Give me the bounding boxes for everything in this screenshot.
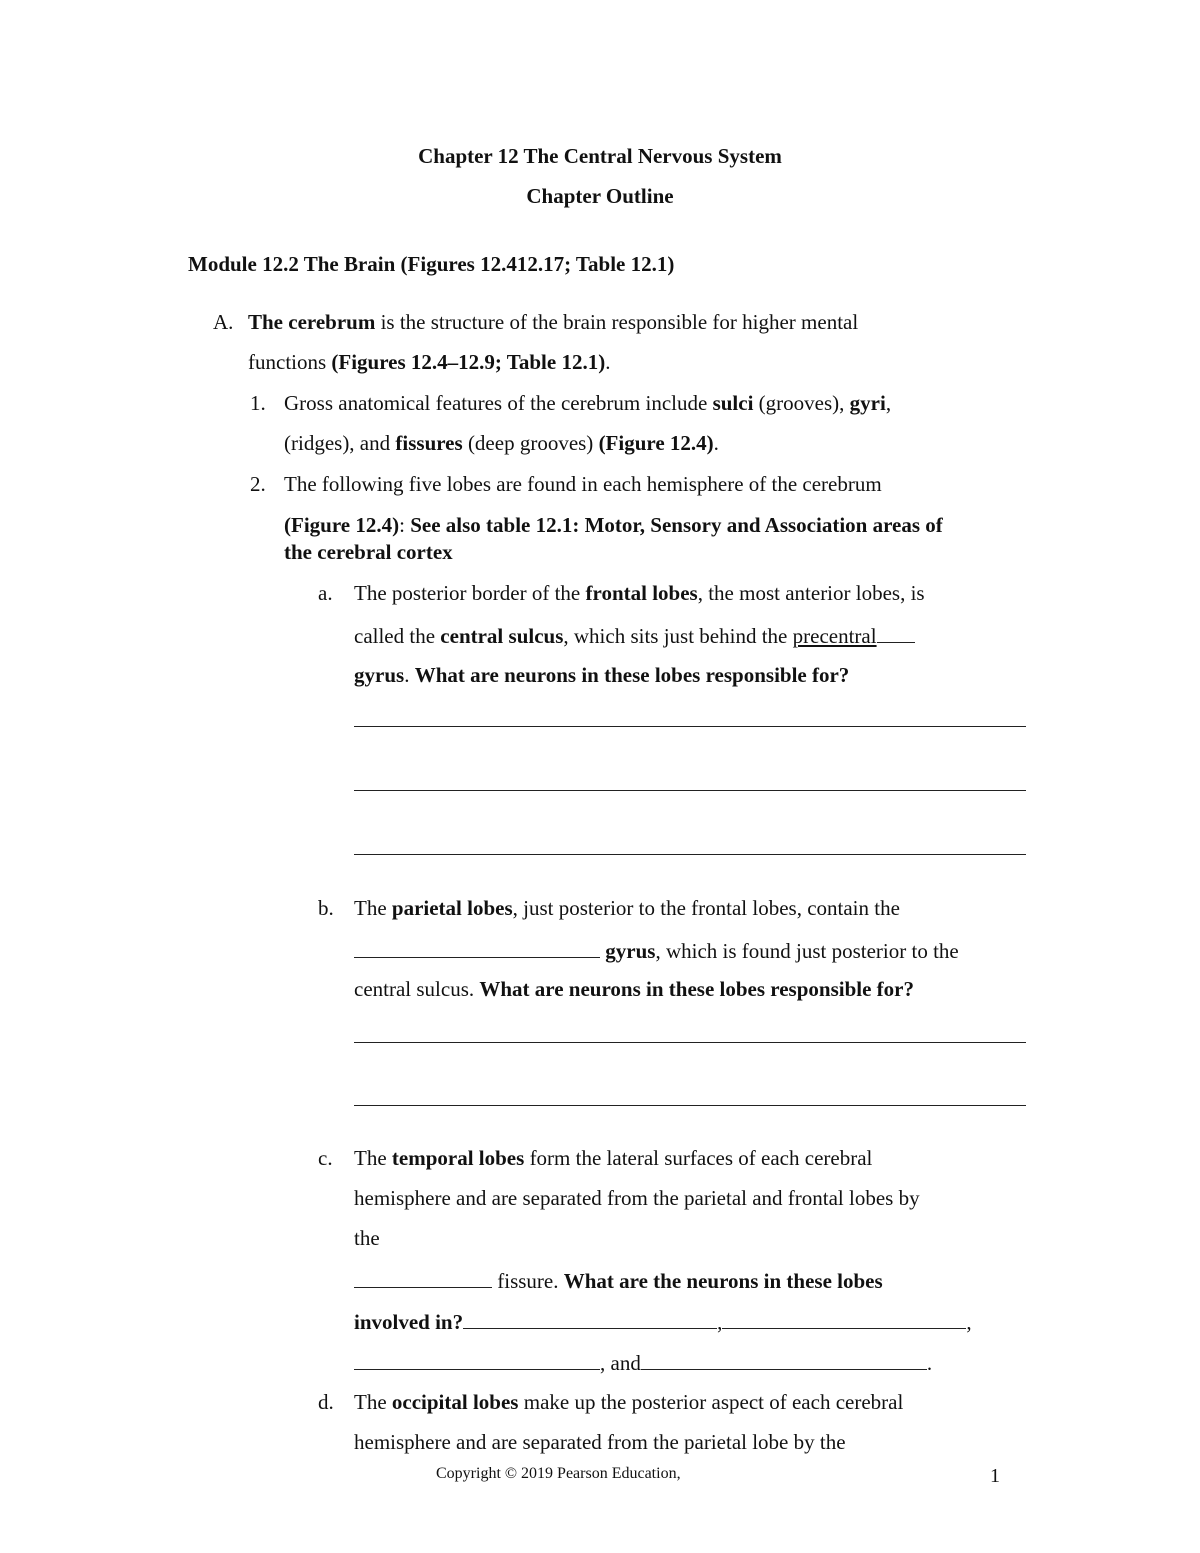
section-a-line-2: functions (Figures 12.4–12.9; Table 12.1).: [248, 350, 611, 374]
item-c-line-4: fissure. What are the neurons in these lobes: [354, 1269, 883, 1292]
answer-line-a3[interactable]: [354, 854, 1026, 855]
item-c-line-5: involved in? , ,: [354, 1310, 972, 1334]
item-1-line-1: Gross anatomical features of the cerebrum include sulci (grooves), gyri,: [284, 391, 892, 415]
item-b-marker: b.: [318, 896, 334, 920]
item-c-marker: c.: [318, 1146, 333, 1170]
item-c-line-2: hemisphere and are separated from the parietal and frontal lobes by: [354, 1186, 920, 1210]
answer-line-b2[interactable]: [354, 1105, 1026, 1106]
item-1-marker: 1.: [250, 391, 266, 415]
item-c-line-3: the: [354, 1226, 380, 1250]
item-a-line-2: called the central sulcus, which sits just behind the precentral: [354, 624, 915, 647]
section-a-marker: A.: [213, 310, 234, 334]
document-title: Chapter 12 The Central Nervous System: [418, 144, 782, 168]
answer-blank[interactable]: [877, 624, 915, 643]
item-2-line-1: The following five lobes are found in each hemisphere of the cerebrum: [284, 472, 882, 496]
precentral-answer: precentral: [792, 624, 877, 648]
copyright-footer: Copyright © 2019 Pearson Education,: [436, 1465, 681, 1482]
function-blank-2[interactable]: [722, 1310, 966, 1329]
fissure-blank[interactable]: [354, 1269, 492, 1288]
item-b-line-3: central sulcus. What are neurons in these lobes responsible for?: [354, 977, 914, 1001]
answer-line-b1[interactable]: [354, 1042, 1026, 1043]
page-number: 1: [990, 1465, 1000, 1487]
item-c-line-1: The temporal lobes form the lateral surfaces of each cerebral: [354, 1146, 873, 1170]
module-heading: Module 12.2 The Brain (Figures 12.412.17; Table 12.1): [188, 252, 675, 276]
item-d-marker: d.: [318, 1390, 334, 1414]
item-2-line-2: (Figure 12.4): See also table 12.1: Motor, Sensory and Association areas of: [284, 513, 943, 537]
section-a-line-1: The cerebrum is the structure of the brain responsible for higher mental: [248, 310, 859, 334]
item-2-line-3: the cerebral cortex: [284, 540, 453, 564]
item-d-line-1: The occipital lobes make up the posterior aspect of each cerebral: [354, 1390, 904, 1414]
item-a-line-3: gyrus. What are neurons in these lobes responsible for?: [354, 663, 850, 687]
item-c-line-6: , and .: [354, 1351, 932, 1374]
item-b-line-2: gyrus, which is found just posterior to the: [354, 939, 959, 962]
function-blank-1[interactable]: [463, 1310, 717, 1329]
item-a-marker: a.: [318, 581, 333, 605]
answer-line-a2[interactable]: [354, 790, 1026, 791]
function-blank-4[interactable]: [641, 1351, 927, 1370]
cerebrum-term: The cerebrum: [248, 310, 376, 334]
item-1-line-2: (ridges), and fissures (deep grooves) (Figure 12.4).: [284, 431, 719, 455]
item-b-line-1: The parietal lobes, just posterior to the frontal lobes, contain the: [354, 896, 900, 920]
function-blank-3[interactable]: [354, 1351, 600, 1370]
answer-line-a1[interactable]: [354, 726, 1026, 727]
postcentral-blank[interactable]: [354, 939, 600, 958]
document-subtitle: Chapter Outline: [526, 184, 674, 208]
item-d-line-2: hemisphere and are separated from the parietal lobe by the: [354, 1430, 846, 1454]
item-a-line-1: The posterior border of the frontal lobes, the most anterior lobes, is: [354, 581, 925, 605]
item-2-marker: 2.: [250, 472, 266, 496]
